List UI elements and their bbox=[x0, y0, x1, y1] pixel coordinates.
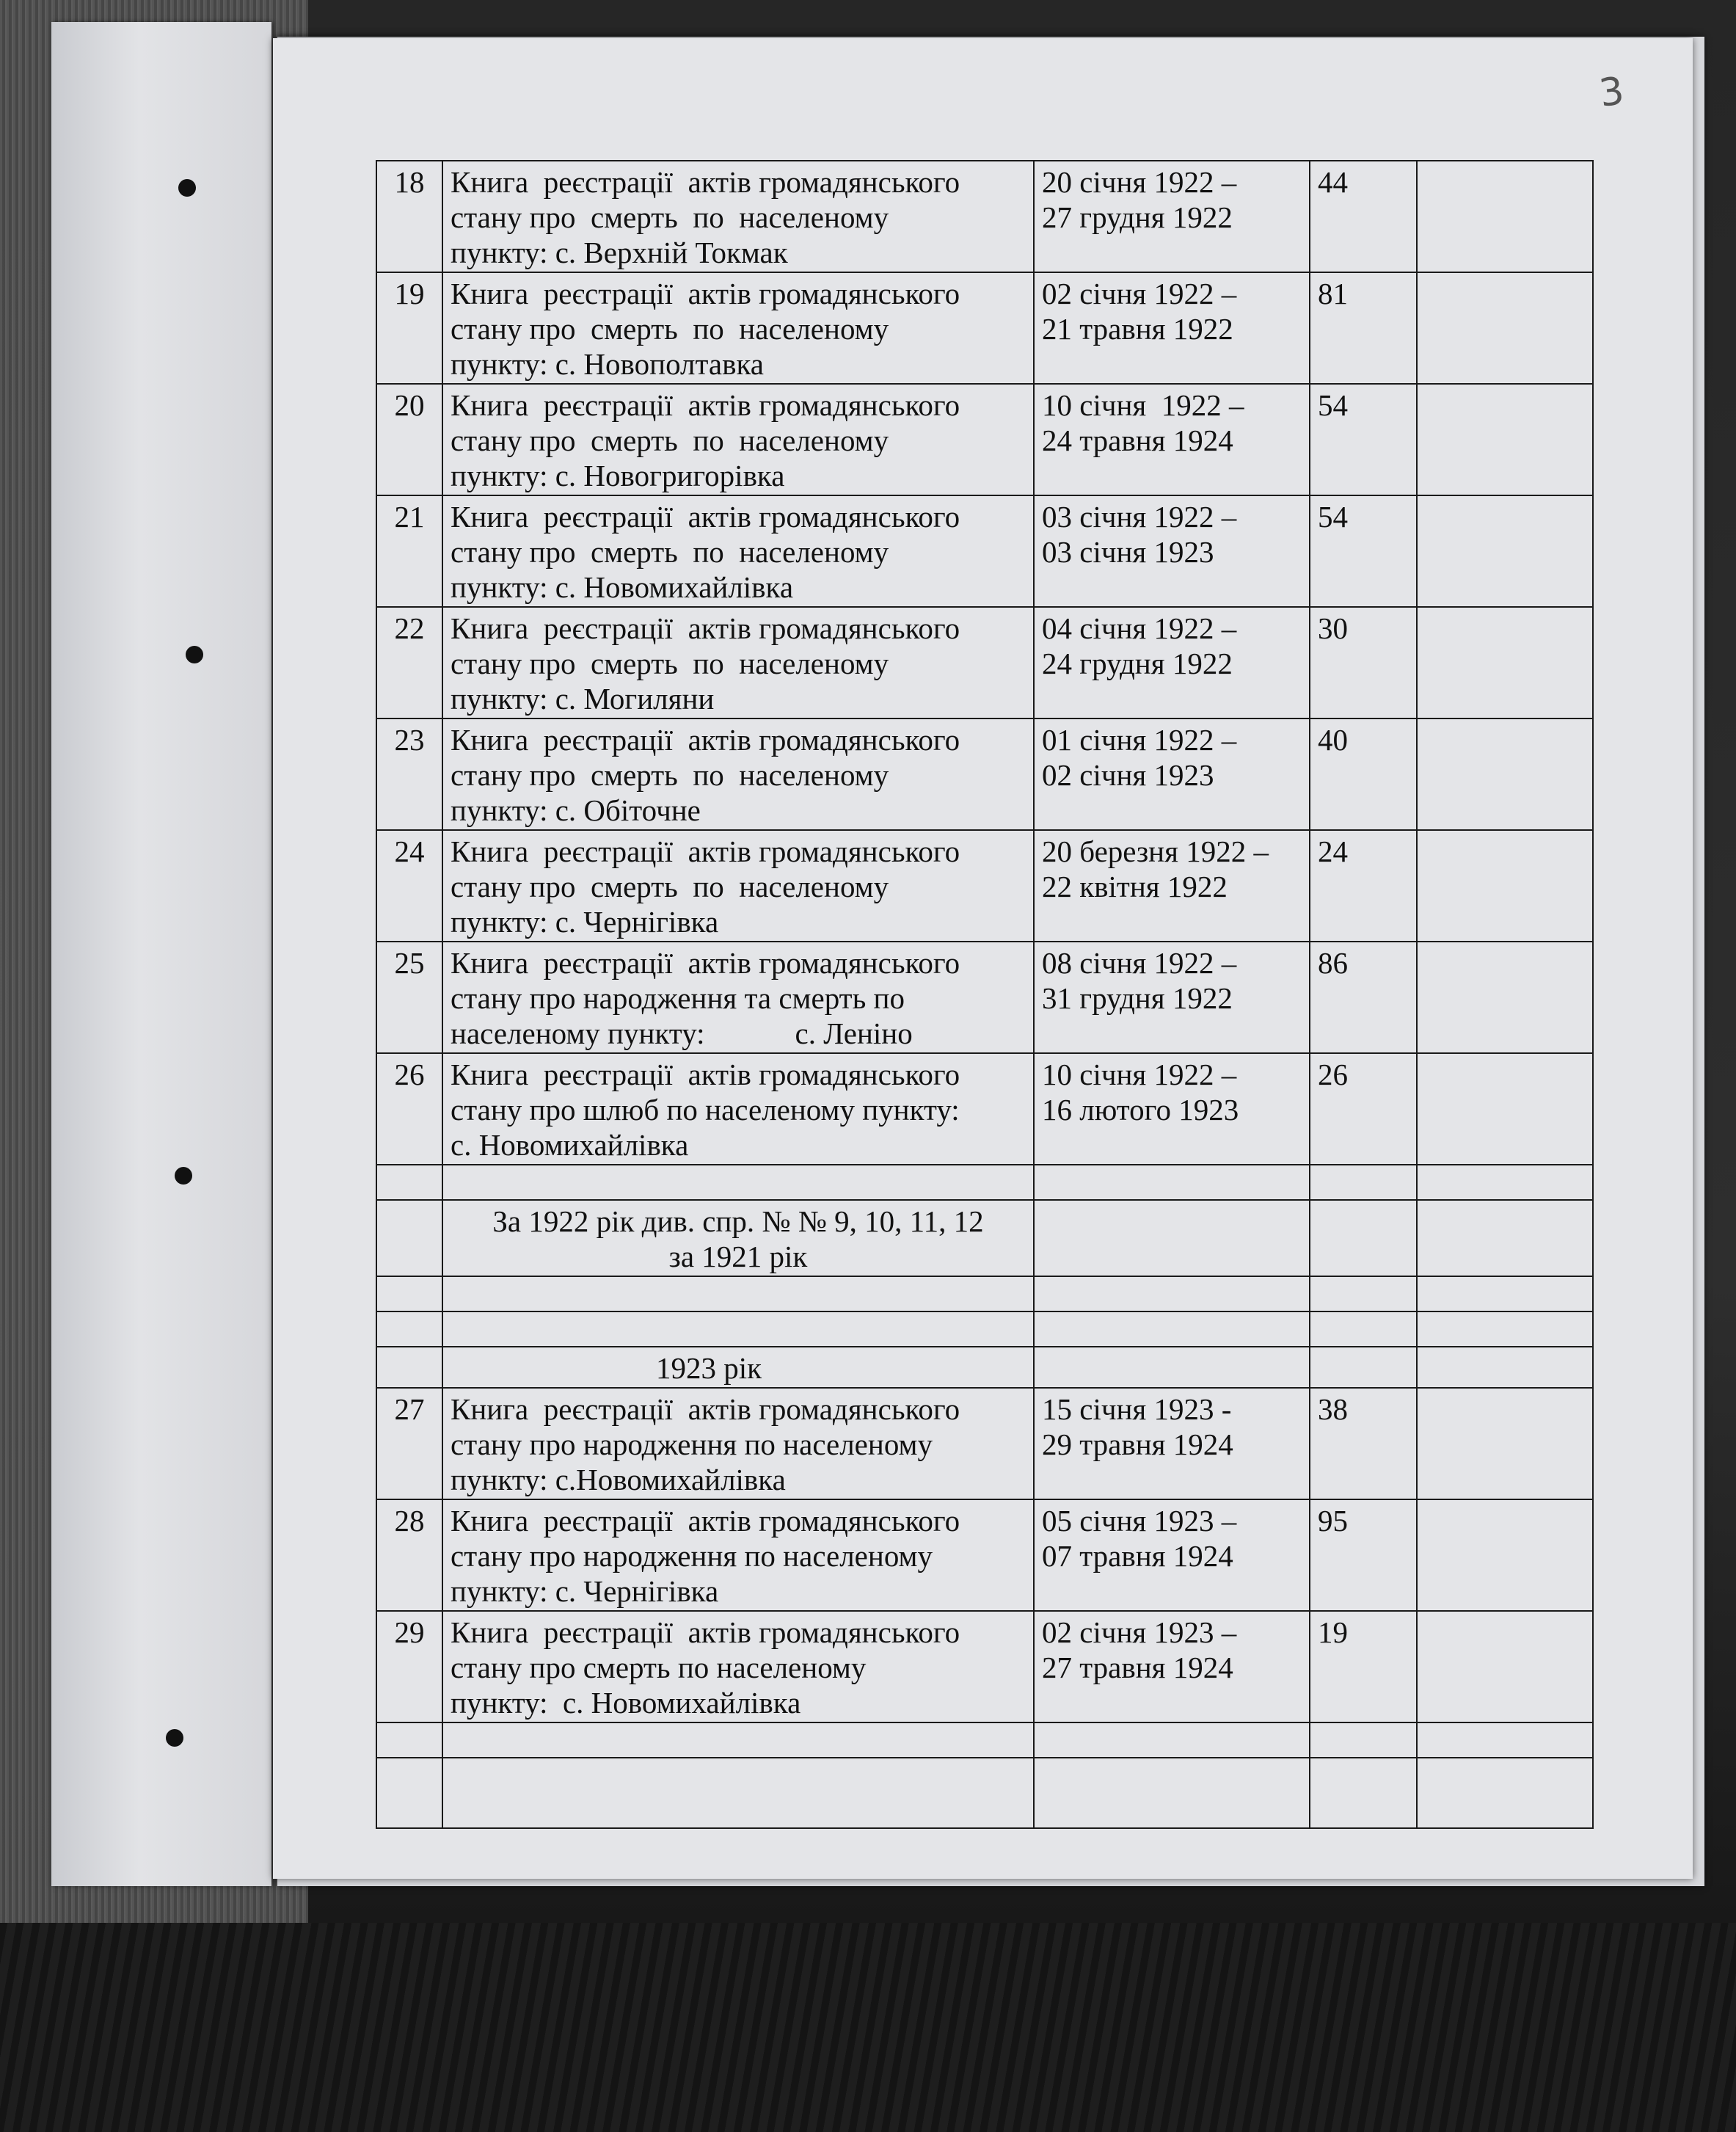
dates-cell bbox=[1034, 718, 1310, 830]
notes-cell bbox=[1417, 607, 1593, 718]
empty-cell bbox=[442, 1758, 1034, 1828]
empty-cell bbox=[1417, 1276, 1593, 1311]
empty-cell bbox=[376, 1311, 442, 1347]
punch-hole-3 bbox=[175, 1167, 192, 1185]
sheets-cell bbox=[1310, 161, 1417, 272]
row-number: 24 bbox=[394, 834, 425, 868]
cross-reference-cell bbox=[442, 1200, 1034, 1276]
text-line: Книга реєстрації актів громадянського bbox=[451, 946, 960, 980]
notes-cell bbox=[1417, 830, 1593, 942]
sheets-cell bbox=[1310, 384, 1417, 495]
notes-cell bbox=[1417, 495, 1593, 607]
dates-cell bbox=[1034, 495, 1310, 607]
row-number: 28 bbox=[394, 1504, 425, 1538]
text-line: стану про смерть по населеному bbox=[451, 312, 889, 346]
sheets-cell bbox=[1310, 1053, 1417, 1165]
notes-cell bbox=[1417, 161, 1593, 272]
previous-page-edge bbox=[51, 22, 271, 1886]
cross-reference-row bbox=[376, 1200, 1593, 1276]
text-line: стану про смерть по населеному bbox=[451, 423, 889, 457]
text-line: стану про шлюб по населеному пункту: bbox=[451, 1093, 960, 1127]
text-line: 03 січня 1923 bbox=[1042, 535, 1214, 569]
text-line: стану про смерть по населеному bbox=[451, 647, 889, 680]
notes-cell bbox=[1417, 1388, 1593, 1499]
table-row bbox=[376, 384, 1593, 495]
text-line: населеному пункту: с. Леніно bbox=[451, 1016, 913, 1050]
row-number: 26 bbox=[394, 1058, 425, 1091]
sheets-cell bbox=[1310, 272, 1417, 384]
text-line: 20 січня 1922 – bbox=[1042, 165, 1237, 199]
text-line: Книга реєстрації актів громадянського bbox=[451, 388, 960, 422]
dates-cell bbox=[1034, 384, 1310, 495]
title-cell bbox=[442, 942, 1034, 1053]
sheets-cell bbox=[1310, 718, 1417, 830]
text-line: пункту: с. Новомихайлівка bbox=[451, 570, 794, 604]
sheet-count: 95 bbox=[1318, 1504, 1348, 1538]
row-number-cell bbox=[376, 942, 442, 1053]
row-number: 29 bbox=[394, 1615, 425, 1649]
text-line: 20 березня 1922 – bbox=[1042, 834, 1269, 868]
table-row bbox=[376, 1388, 1593, 1499]
sheet-count: 54 bbox=[1318, 388, 1348, 422]
sheets-cell bbox=[1310, 942, 1417, 1053]
sheet-count: 24 bbox=[1318, 834, 1348, 868]
dates-cell bbox=[1034, 607, 1310, 718]
empty-row bbox=[376, 1276, 1593, 1311]
empty-cell bbox=[376, 1758, 442, 1828]
year-heading: 1923 рік bbox=[656, 1351, 762, 1385]
text-line: 01 січня 1922 – bbox=[1042, 723, 1237, 757]
text-line: с. Новомихайлівка bbox=[451, 1128, 689, 1162]
row-number: 19 bbox=[394, 277, 425, 310]
text-line: 31 грудня 1922 bbox=[1042, 981, 1233, 1015]
row-number-cell bbox=[376, 1611, 442, 1722]
text-line: стану про народження та смерть по bbox=[451, 981, 905, 1015]
text-line: пункту: с. Верхній Токмак bbox=[451, 236, 788, 269]
row-number-cell bbox=[376, 1499, 442, 1611]
title-cell bbox=[442, 607, 1034, 718]
title-cell bbox=[442, 1388, 1034, 1499]
table-row bbox=[376, 718, 1593, 830]
empty-cell bbox=[376, 1276, 442, 1311]
title-cell bbox=[442, 830, 1034, 942]
table-row bbox=[376, 942, 1593, 1053]
text-line: Книга реєстрації актів громадянського bbox=[451, 834, 960, 868]
empty-cell bbox=[1034, 1200, 1310, 1276]
text-line: 27 грудня 1922 bbox=[1042, 200, 1233, 234]
sheet-count: 38 bbox=[1318, 1392, 1348, 1426]
text-line: стану про смерть по населеному bbox=[451, 535, 889, 569]
empty-cell bbox=[1310, 1758, 1417, 1828]
empty-cell bbox=[1034, 1276, 1310, 1311]
text-line: 22 квітня 1922 bbox=[1042, 870, 1228, 903]
table-row bbox=[376, 1499, 1593, 1611]
text-line: Книга реєстрації актів громадянського bbox=[451, 500, 960, 534]
sheets-cell bbox=[1310, 1388, 1417, 1499]
text-line: стану про смерть по населеному bbox=[451, 870, 889, 903]
empty-cell bbox=[1310, 1311, 1417, 1347]
dates-cell bbox=[1034, 272, 1310, 384]
dates-cell bbox=[1034, 830, 1310, 942]
empty-cell bbox=[442, 1722, 1034, 1758]
empty-row bbox=[376, 1311, 1593, 1347]
title-cell bbox=[442, 718, 1034, 830]
cross-reference-line: За 1922 рік див. спр. № № 9, 10, 11, 12 bbox=[492, 1204, 984, 1238]
year-heading-row bbox=[376, 1347, 1593, 1388]
text-line: 04 січня 1922 – bbox=[1042, 611, 1237, 645]
dates-cell bbox=[1034, 942, 1310, 1053]
text-line: стану про смерть по населеному bbox=[451, 200, 889, 234]
text-line: 27 травня 1924 bbox=[1042, 1651, 1233, 1684]
dark-background-edge bbox=[0, 1923, 1736, 2132]
dates-cell bbox=[1034, 161, 1310, 272]
sheet-count: 81 bbox=[1318, 277, 1348, 310]
text-line: 03 січня 1922 – bbox=[1042, 500, 1237, 534]
row-number-cell bbox=[376, 272, 442, 384]
title-cell bbox=[442, 272, 1034, 384]
text-line: 10 січня 1922 – bbox=[1042, 1058, 1237, 1091]
dates-cell bbox=[1034, 1611, 1310, 1722]
sheet-count: 30 bbox=[1318, 611, 1348, 645]
text-line: Книга реєстрації актів громадянського bbox=[451, 165, 960, 199]
table-row bbox=[376, 272, 1593, 384]
text-line: Книга реєстрації актів громадянського bbox=[451, 1615, 960, 1649]
empty-cell bbox=[1310, 1347, 1417, 1388]
empty-cell bbox=[1310, 1276, 1417, 1311]
text-line: 24 травня 1924 bbox=[1042, 423, 1233, 457]
text-line: пункту: с. Новогригорівка bbox=[451, 459, 785, 492]
table-row bbox=[376, 830, 1593, 942]
sheets-cell bbox=[1310, 830, 1417, 942]
text-line: 21 травня 1922 bbox=[1042, 312, 1233, 346]
text-line: 08 січня 1922 – bbox=[1042, 946, 1237, 980]
empty-cell bbox=[1417, 1347, 1593, 1388]
table-row bbox=[376, 495, 1593, 607]
text-line: стану про народження по населеному bbox=[451, 1427, 933, 1461]
sheet-count: 86 bbox=[1318, 946, 1348, 980]
punch-hole-4 bbox=[166, 1729, 183, 1747]
text-line: 05 січня 1923 – bbox=[1042, 1504, 1237, 1538]
empty-cell bbox=[1034, 1165, 1310, 1200]
dates-cell bbox=[1034, 1499, 1310, 1611]
text-line: стану про народження по населеному bbox=[451, 1539, 933, 1573]
notes-cell bbox=[1417, 1611, 1593, 1722]
empty-cell bbox=[1417, 1311, 1593, 1347]
text-line: стану про смерть по населеному bbox=[451, 1651, 867, 1684]
empty-cell bbox=[442, 1311, 1034, 1347]
text-line: 02 січня 1923 bbox=[1042, 758, 1214, 792]
title-cell bbox=[442, 1499, 1034, 1611]
row-number-cell bbox=[376, 495, 442, 607]
empty-cell bbox=[442, 1165, 1034, 1200]
sheet-count: 19 bbox=[1318, 1615, 1348, 1649]
empty-cell bbox=[1034, 1311, 1310, 1347]
text-line: стану про смерть по населеному bbox=[451, 758, 889, 792]
empty-cell bbox=[376, 1347, 442, 1388]
text-line: пункту: с. Чернігівка bbox=[451, 905, 719, 939]
row-number-cell bbox=[376, 1053, 442, 1165]
notes-cell bbox=[1417, 1053, 1593, 1165]
text-line: 02 січня 1922 – bbox=[1042, 277, 1237, 310]
text-line: пункту: с. Новополтавка bbox=[451, 347, 764, 381]
folio-number: 3 bbox=[1596, 68, 1627, 117]
row-number-cell bbox=[376, 607, 442, 718]
dates-cell bbox=[1034, 1388, 1310, 1499]
text-line: 29 травня 1924 bbox=[1042, 1427, 1233, 1461]
notes-cell bbox=[1417, 942, 1593, 1053]
registry-table bbox=[376, 160, 1594, 1829]
empty-cell bbox=[1310, 1165, 1417, 1200]
row-number: 20 bbox=[394, 388, 425, 422]
text-line: пункту: с. Обіточне bbox=[451, 793, 701, 827]
notes-cell bbox=[1417, 718, 1593, 830]
text-line: Книга реєстрації актів громадянського bbox=[451, 611, 960, 645]
punch-hole-2 bbox=[186, 646, 203, 663]
cross-reference-line: за 1921 рік bbox=[668, 1240, 808, 1273]
row-number-cell bbox=[376, 1388, 442, 1499]
title-cell bbox=[442, 1053, 1034, 1165]
dates-cell bbox=[1034, 1053, 1310, 1165]
text-line: 24 грудня 1922 bbox=[1042, 647, 1233, 680]
text-line: пункту: с. Могиляни bbox=[451, 682, 715, 716]
title-cell bbox=[442, 384, 1034, 495]
sheet-count: 26 bbox=[1318, 1058, 1348, 1091]
text-line: Книга реєстрації актів громадянського bbox=[451, 723, 960, 757]
text-line: Книга реєстрації актів громадянського bbox=[451, 1392, 960, 1426]
row-number: 21 bbox=[394, 500, 425, 534]
row-number-cell bbox=[376, 161, 442, 272]
text-line: пункту: с.Новомихайлівка bbox=[451, 1463, 786, 1496]
empty-cell bbox=[442, 1276, 1034, 1311]
empty-cell bbox=[1417, 1758, 1593, 1828]
sheet-count: 44 bbox=[1318, 165, 1348, 199]
empty-cell bbox=[376, 1165, 442, 1200]
empty-row bbox=[376, 1165, 1593, 1200]
row-number: 23 bbox=[394, 723, 425, 757]
sheet-count: 40 bbox=[1318, 723, 1348, 757]
row-number: 18 bbox=[394, 165, 425, 199]
empty-cell bbox=[376, 1722, 442, 1758]
text-line: пункту: с. Новомихайлівка bbox=[451, 1686, 801, 1720]
text-line: 15 січня 1923 - bbox=[1042, 1392, 1232, 1426]
table-row bbox=[376, 607, 1593, 718]
empty-row bbox=[376, 1758, 1593, 1828]
row-number-cell bbox=[376, 718, 442, 830]
empty-cell bbox=[1417, 1722, 1593, 1758]
empty-cell bbox=[1417, 1165, 1593, 1200]
registry-body bbox=[376, 161, 1593, 1828]
sheet-count: 54 bbox=[1318, 500, 1348, 534]
empty-cell bbox=[1034, 1347, 1310, 1388]
table-row bbox=[376, 1611, 1593, 1722]
sheets-cell bbox=[1310, 607, 1417, 718]
empty-cell bbox=[376, 1200, 442, 1276]
empty-cell bbox=[1034, 1722, 1310, 1758]
notes-cell bbox=[1417, 1499, 1593, 1611]
text-line: Книга реєстрації актів громадянського bbox=[451, 1504, 960, 1538]
row-number: 27 bbox=[394, 1392, 425, 1426]
row-number: 22 bbox=[394, 611, 425, 645]
empty-cell bbox=[1310, 1722, 1417, 1758]
empty-cell bbox=[1417, 1200, 1593, 1276]
text-line: 02 січня 1923 – bbox=[1042, 1615, 1237, 1649]
sheets-cell bbox=[1310, 1499, 1417, 1611]
punch-hole-1 bbox=[178, 179, 196, 197]
row-number-cell bbox=[376, 384, 442, 495]
empty-row bbox=[376, 1722, 1593, 1758]
text-line: 10 січня 1922 – bbox=[1042, 388, 1244, 422]
title-cell bbox=[442, 1611, 1034, 1722]
sheets-cell bbox=[1310, 1611, 1417, 1722]
sheets-cell bbox=[1310, 495, 1417, 607]
row-number: 25 bbox=[394, 946, 425, 980]
notes-cell bbox=[1417, 272, 1593, 384]
title-cell bbox=[442, 495, 1034, 607]
text-line: 16 лютого 1923 bbox=[1042, 1093, 1239, 1127]
table-row bbox=[376, 161, 1593, 272]
text-line: пункту: с. Чернігівка bbox=[451, 1574, 719, 1608]
empty-cell bbox=[1310, 1200, 1417, 1276]
title-cell bbox=[442, 161, 1034, 272]
row-number-cell bbox=[376, 830, 442, 942]
text-line: 07 травня 1924 bbox=[1042, 1539, 1233, 1573]
notes-cell bbox=[1417, 384, 1593, 495]
text-line: Книга реєстрації актів громадянського bbox=[451, 1058, 960, 1091]
empty-cell bbox=[1034, 1758, 1310, 1828]
table-row bbox=[376, 1053, 1593, 1165]
text-line: Книга реєстрації актів громадянського bbox=[451, 277, 960, 310]
year-heading-cell bbox=[442, 1347, 1034, 1388]
